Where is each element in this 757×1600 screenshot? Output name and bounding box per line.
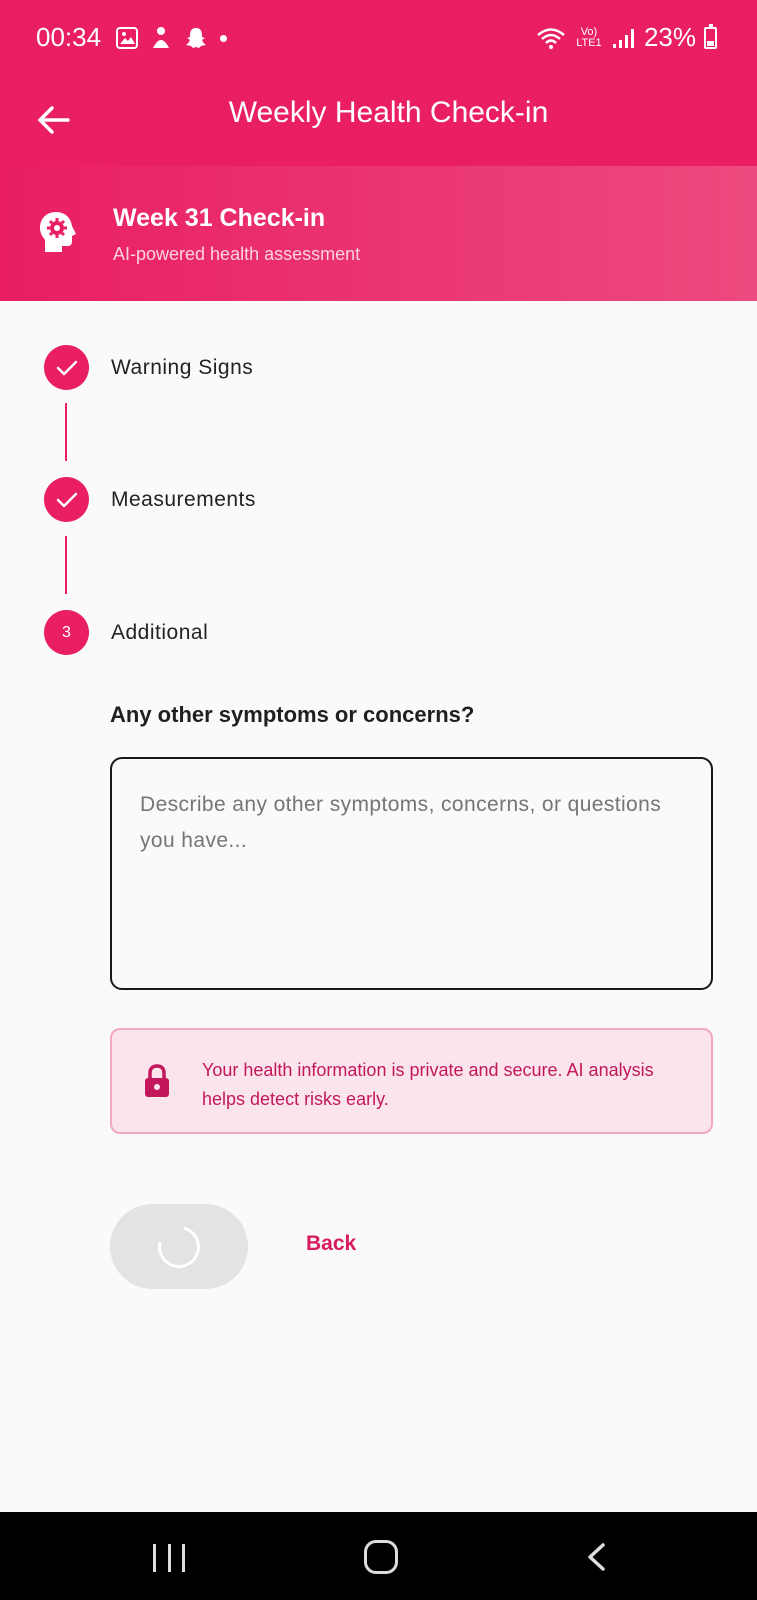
lock-icon [144, 1064, 170, 1098]
check-icon [55, 488, 79, 512]
step-connector [65, 536, 67, 594]
head-gear-icon [38, 210, 78, 254]
gallery-icon [116, 27, 138, 49]
system-icons [536, 22, 717, 53]
checkin-header [0, 166, 757, 301]
system-nav-bar [0, 1512, 757, 1600]
volte-label: Vo) LTE1 [576, 25, 602, 49]
step-label: Additional [111, 620, 209, 644]
page-title: Weekly Health Check-in [228, 96, 549, 129]
step-complete-circle [44, 345, 89, 390]
week-title: Week 31 Check-in [113, 204, 326, 232]
step-additional[interactable] [44, 610, 209, 655]
status-bar [0, 0, 757, 76]
privacy-notice [110, 1028, 713, 1134]
week-subtitle: AI-powered health assessment [113, 244, 361, 264]
recent-apps-icon[interactable] [153, 1544, 185, 1572]
submit-button[interactable] [110, 1204, 248, 1289]
question-label: Any other symptoms or concerns? [110, 702, 475, 727]
step-number-circle: 3 [44, 610, 89, 655]
status-time: 00:34 [36, 22, 102, 52]
notification-icons [116, 26, 227, 50]
battery-percent: 23% [643, 22, 696, 52]
wifi-icon [536, 26, 566, 50]
step-warning-signs[interactable] [44, 345, 254, 390]
step-complete-circle [44, 477, 89, 522]
snapchat-icon [184, 26, 208, 50]
loading-spinner-icon [150, 1218, 207, 1275]
step-connector [65, 403, 67, 461]
signal-icon [612, 27, 636, 49]
person-icon [150, 26, 172, 50]
app-bar [0, 76, 757, 166]
more-notifications-dot [220, 35, 227, 42]
back-button[interactable]: Back [306, 1232, 357, 1255]
check-icon [55, 356, 79, 380]
step-label: Measurements [111, 487, 256, 511]
step-measurements[interactable] [44, 477, 256, 522]
step-label: Warning Signs [111, 355, 254, 379]
concerns-input[interactable] [110, 757, 713, 990]
privacy-text: Your health information is private and secure. AI analysis helps detect risks early. [202, 1060, 654, 1109]
nav-back-icon[interactable] [582, 1542, 612, 1572]
home-icon[interactable] [364, 1540, 398, 1574]
battery-icon [704, 27, 717, 49]
